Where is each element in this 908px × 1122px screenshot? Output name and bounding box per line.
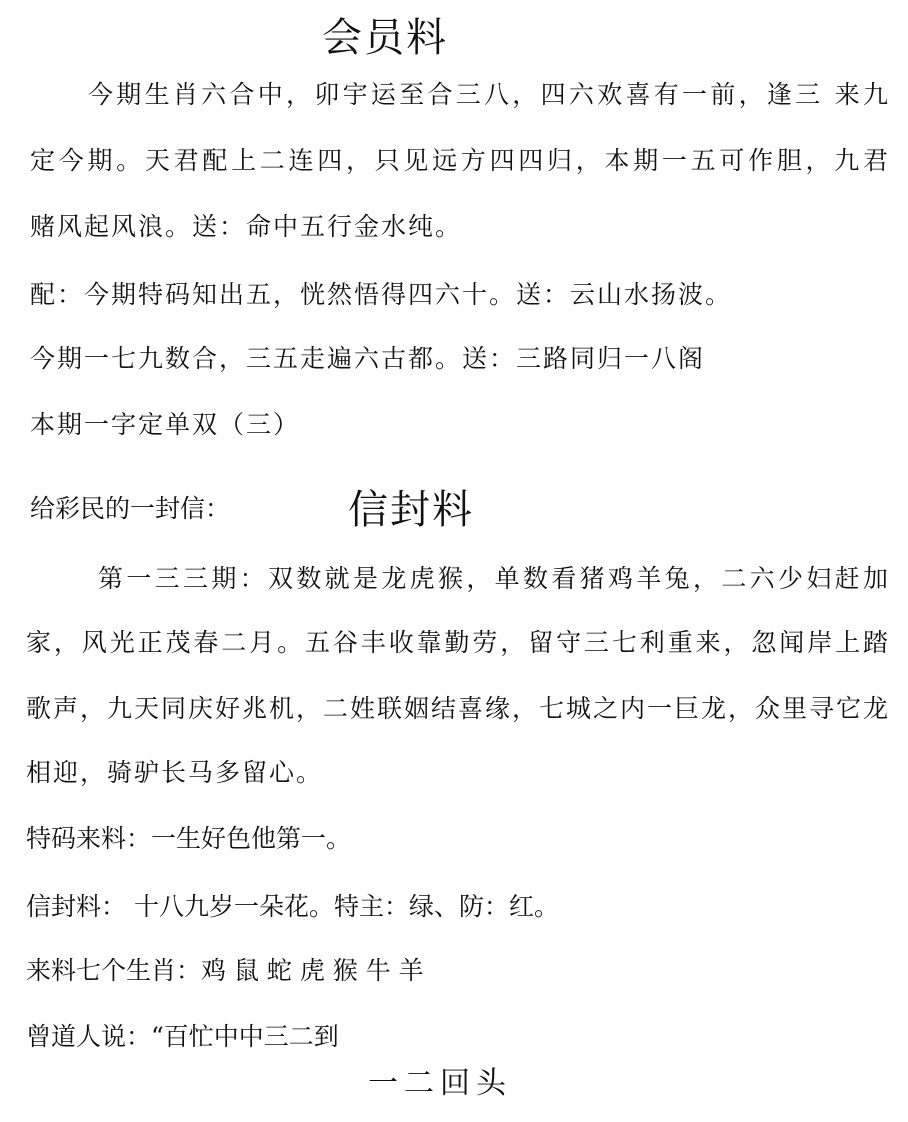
member-title: 会员料 (322, 15, 448, 61)
letter-line-3: 歌声，九天同庆好兆机，二姓联姻结喜缘，七城之内一巨龙，众里寻它龙 (26, 694, 888, 723)
member-line-6: 本期一字定单双（三） (30, 410, 301, 439)
letter-title: 信封料 (348, 487, 474, 533)
envelope-line: 信封料： 十八九岁一朵花。特主：绿、防：红。 (26, 892, 559, 921)
letter-line-1: 第一三三期：双数就是龙虎猴，单数看猪鸡羊兔，二六少妇赶加 (98, 564, 888, 593)
letter-line-2: 家，风光正茂春二月。五谷丰收靠勤劳，留守三七利重来，忽闻岸上踏 (26, 628, 888, 657)
member-line-5: 今期一七九数合，三五走遍六古都。送：三路同归一八阁 (30, 344, 706, 373)
special-code-line: 特码来料：一生好色他第一。 (26, 824, 352, 853)
letter-line-4: 相迎，骑驴长马多留心。 (26, 758, 324, 787)
member-line-3: 赌风起风浪。送：命中五行金水纯。 (30, 212, 463, 241)
member-line-4: 配：今期特码知出五，恍然悟得四六十。送：云山水扬波。 (30, 280, 733, 309)
member-line-2: 定今期。天君配上二连四，只见远方四四归，本期一五可作胆，九君 (30, 146, 888, 175)
daoren-line: 曾道人说：“百忙中中三二到 (26, 1022, 339, 1051)
zodiac-line: 来料七个生肖：鸡 鼠 蛇 虎 猴 牛 羊 (26, 956, 424, 985)
ending-line: 一二回头 (368, 1066, 512, 1101)
member-line-1: 今期生肖六合中，卯宇运至合三八，四六欢喜有一前，逢三 来九 (88, 80, 888, 109)
letter-intro: 给彩民的一封信： (30, 494, 231, 523)
